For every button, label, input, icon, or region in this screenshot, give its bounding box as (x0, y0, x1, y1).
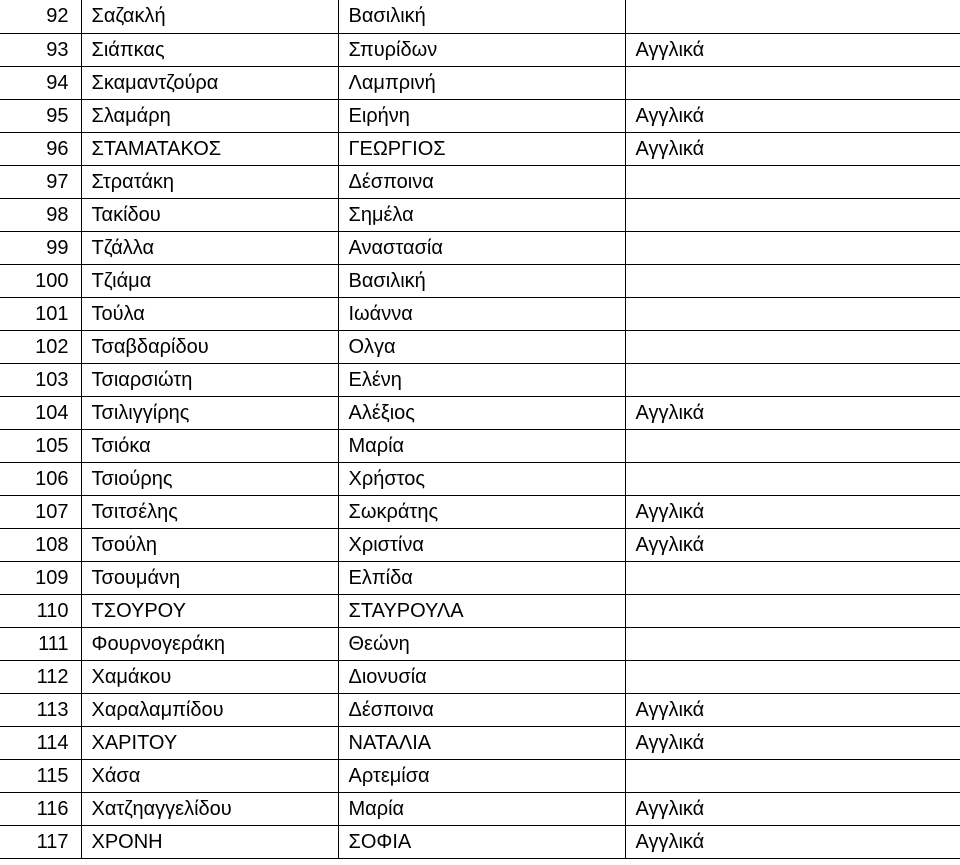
language-cell (625, 165, 960, 198)
first-name-cell: Δέσποινα (338, 165, 625, 198)
surname-cell: Τακίδου (81, 198, 338, 231)
language-cell: Αγγλικά (625, 99, 960, 132)
language-cell (625, 660, 960, 693)
row-number-cell: 116 (0, 792, 81, 825)
first-name-cell: Μαρία (338, 792, 625, 825)
row-number-cell: 105 (0, 429, 81, 462)
row-number-cell: 97 (0, 165, 81, 198)
surname-cell: Χατζηαγγελίδου (81, 792, 338, 825)
row-number-cell: 98 (0, 198, 81, 231)
surname-cell: Τσιτσέλης (81, 495, 338, 528)
first-name-cell: Χρήστος (338, 462, 625, 495)
first-name-cell: Σημέλα (338, 198, 625, 231)
surname-cell: Τζιάμα (81, 264, 338, 297)
surname-cell: Χαραλαμπίδου (81, 693, 338, 726)
first-name-cell: Ειρήνη (338, 99, 625, 132)
table-row (0, 363, 960, 396)
language-cell (625, 462, 960, 495)
language-cell: Αγγλικά (625, 792, 960, 825)
language-cell: Αγγλικά (625, 33, 960, 66)
table-row (0, 297, 960, 330)
table-row (0, 165, 960, 198)
first-name-cell: Αλέξιος (338, 396, 625, 429)
row-number-cell: 100 (0, 264, 81, 297)
language-cell: Αγγλικά (625, 528, 960, 561)
first-name-cell: Σπυρίδων (338, 33, 625, 66)
row-number-cell: 108 (0, 528, 81, 561)
language-cell (625, 198, 960, 231)
table-row (0, 33, 960, 66)
language-cell (625, 264, 960, 297)
table-row (0, 198, 960, 231)
language-cell (625, 627, 960, 660)
first-name-cell: Ελπίδα (338, 561, 625, 594)
first-name-cell: Αρτεμίσα (338, 759, 625, 792)
table-row (0, 66, 960, 99)
first-name-cell: Λαμπρινή (338, 66, 625, 99)
surname-cell: ΣΤΑΜΑΤΑΚΟΣ (81, 132, 338, 165)
first-name-cell: Χριστίνα (338, 528, 625, 561)
language-cell (625, 429, 960, 462)
first-name-cell: Ιωάννα (338, 297, 625, 330)
language-cell (625, 330, 960, 363)
first-name-cell: Βασιλική (338, 264, 625, 297)
language-cell (625, 363, 960, 396)
row-number-cell: 111 (0, 627, 81, 660)
surname-cell: Χαμάκου (81, 660, 338, 693)
first-name-cell: Ολγα (338, 330, 625, 363)
table-row (0, 99, 960, 132)
language-cell (625, 561, 960, 594)
row-number-cell: 110 (0, 594, 81, 627)
first-name-cell: ΝΑΤΑΛΙΑ (338, 726, 625, 759)
row-number-cell: 101 (0, 297, 81, 330)
row-number-cell: 99 (0, 231, 81, 264)
first-name-cell: Θεώνη (338, 627, 625, 660)
row-number-cell: 109 (0, 561, 81, 594)
table-row (0, 264, 960, 297)
row-number-cell: 103 (0, 363, 81, 396)
row-number-cell: 94 (0, 66, 81, 99)
surname-cell: ΤΣΟΥΡΟΥ (81, 594, 338, 627)
surname-cell: Τσουμάνη (81, 561, 338, 594)
surname-cell: Τζάλλα (81, 231, 338, 264)
row-number-cell: 112 (0, 660, 81, 693)
row-number-cell: 93 (0, 33, 81, 66)
surname-cell: Στρατάκη (81, 165, 338, 198)
language-cell: Αγγλικά (625, 726, 960, 759)
language-cell: Αγγλικά (625, 693, 960, 726)
table-row (0, 462, 960, 495)
table-row (0, 429, 960, 462)
row-number-cell: 96 (0, 132, 81, 165)
first-name-cell: ΣΤΑΥΡΟΥΛΑ (338, 594, 625, 627)
surname-cell: Χάσα (81, 759, 338, 792)
row-number-cell: 117 (0, 825, 81, 858)
first-name-cell: Διονυσία (338, 660, 625, 693)
surname-cell: Τσιαρσιώτη (81, 363, 338, 396)
table-row (0, 825, 960, 858)
surname-cell: Τούλα (81, 297, 338, 330)
table-row (0, 132, 960, 165)
table-row (0, 627, 960, 660)
surname-cell: Φουρνογεράκη (81, 627, 338, 660)
table-row (0, 396, 960, 429)
row-number-cell: 115 (0, 759, 81, 792)
language-cell (625, 66, 960, 99)
row-number-cell: 95 (0, 99, 81, 132)
surname-cell: Τσιούρης (81, 462, 338, 495)
table-row (0, 495, 960, 528)
table-row (0, 660, 960, 693)
table-row (0, 726, 960, 759)
table-row (0, 528, 960, 561)
surname-cell: ΧΡΟΝΗ (81, 825, 338, 858)
row-number-cell: 104 (0, 396, 81, 429)
first-name-cell: Σωκράτης (338, 495, 625, 528)
surname-cell: Σκαμαντζούρα (81, 66, 338, 99)
surname-cell: Τσιλιγγίρης (81, 396, 338, 429)
table-row (0, 0, 960, 33)
language-cell: Αγγλικά (625, 825, 960, 858)
table-row (0, 693, 960, 726)
table-row (0, 594, 960, 627)
first-name-cell: Μαρία (338, 429, 625, 462)
language-cell (625, 759, 960, 792)
row-number-cell: 114 (0, 726, 81, 759)
surname-cell: Σλαμάρη (81, 99, 338, 132)
first-name-cell: ΓΕΩΡΓΙΟΣ (338, 132, 625, 165)
table-row (0, 792, 960, 825)
language-cell (625, 594, 960, 627)
first-name-cell: Βασιλική (338, 0, 625, 33)
first-name-cell: ΣΟΦΙΑ (338, 825, 625, 858)
row-number-cell: 102 (0, 330, 81, 363)
first-name-cell: Αναστασία (338, 231, 625, 264)
surname-cell: Τσούλη (81, 528, 338, 561)
surname-cell: Τσιόκα (81, 429, 338, 462)
first-name-cell: Δέσποινα (338, 693, 625, 726)
row-number-cell: 107 (0, 495, 81, 528)
surname-cell: Τσαβδαρίδου (81, 330, 338, 363)
row-number-cell: 113 (0, 693, 81, 726)
row-number-cell: 106 (0, 462, 81, 495)
language-cell (625, 297, 960, 330)
table-row (0, 759, 960, 792)
table-row (0, 231, 960, 264)
language-cell: Αγγλικά (625, 495, 960, 528)
language-cell: Αγγλικά (625, 132, 960, 165)
first-name-cell: Ελένη (338, 363, 625, 396)
language-cell: Αγγλικά (625, 396, 960, 429)
surname-cell: ΧΑΡΙΤΟΥ (81, 726, 338, 759)
row-number-cell: 92 (0, 0, 81, 33)
table-row (0, 561, 960, 594)
surname-cell: Σαζακλή (81, 0, 338, 33)
language-cell (625, 0, 960, 33)
surname-cell: Σιάπκας (81, 33, 338, 66)
table-row (0, 330, 960, 363)
language-cell (625, 231, 960, 264)
